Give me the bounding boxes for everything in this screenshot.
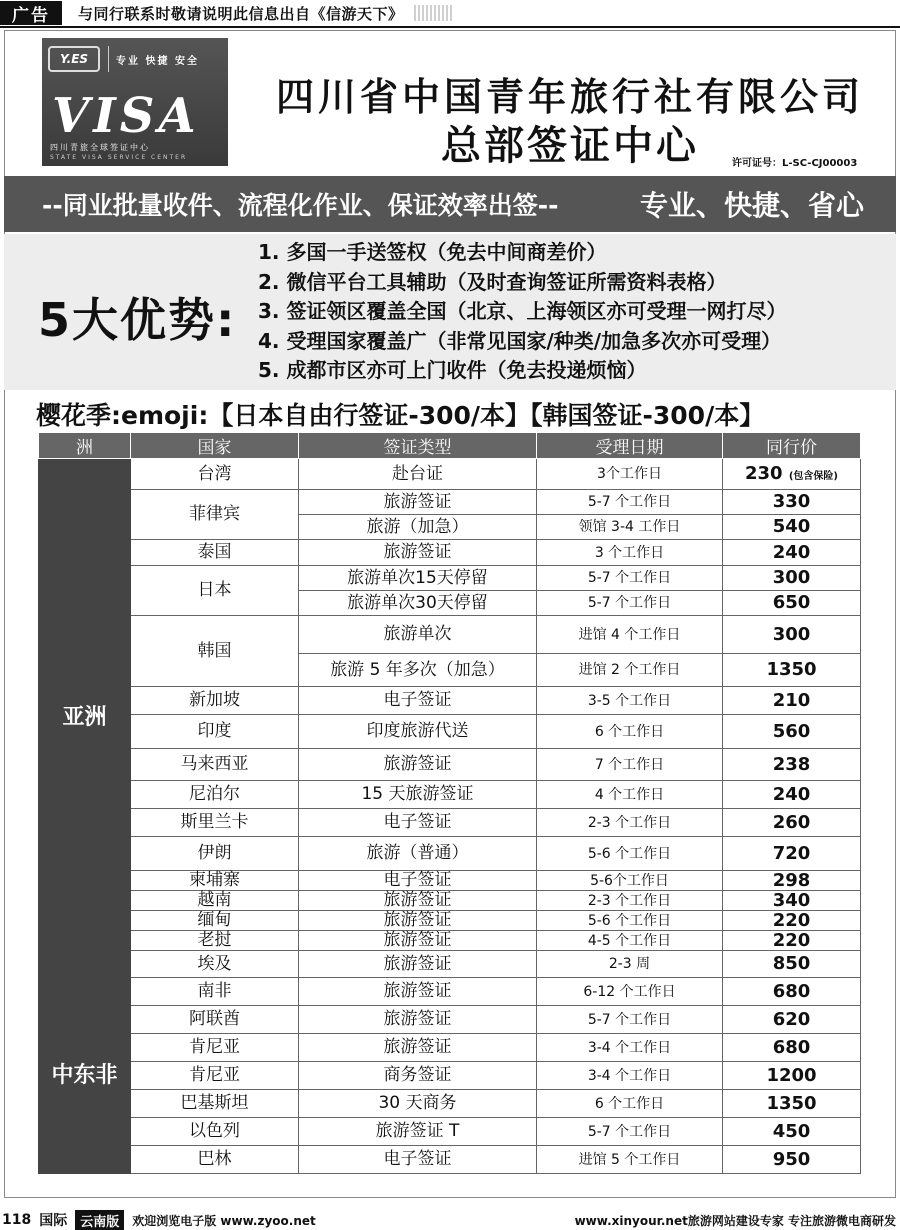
price-cell: 450	[723, 1118, 861, 1146]
date-cell: 5-7 个工作日	[537, 566, 723, 591]
promo-line: 樱花季:emoji:【日本自由行签证-300/本】【韩国签证-300/本】	[36, 401, 765, 430]
table-row	[39, 616, 861, 654]
page-footer	[0, 1210, 900, 1230]
table-row	[39, 891, 861, 911]
price-cell: 220	[723, 911, 861, 931]
type-cell: 旅游签证	[299, 891, 537, 911]
date-cell: 3-5 个工作日	[537, 687, 723, 715]
region-middle-east-africa: 中东非	[39, 978, 131, 1174]
table-row	[39, 1146, 861, 1174]
country-cell: 肯尼亚	[131, 1034, 299, 1062]
country-cell: 南非	[131, 978, 299, 1006]
logo-cn-name: 四川青旅全球签证中心	[50, 143, 150, 152]
col-country: 国家	[131, 433, 299, 459]
price-cell: 650	[723, 591, 861, 616]
price-cell: 850	[723, 951, 861, 978]
col-visa-type: 签证类型	[299, 433, 537, 459]
table-row	[39, 1006, 861, 1034]
country-cell: 尼泊尔	[131, 781, 299, 809]
country-cell: 肯尼亚	[131, 1062, 299, 1090]
table-row	[39, 715, 861, 749]
top-divider	[0, 26, 900, 28]
price-cell	[723, 459, 861, 490]
country-cell: 泰国	[131, 540, 299, 566]
date-cell: 3 个工作日	[537, 540, 723, 566]
price-value: 230	[745, 463, 783, 484]
logo-divider	[108, 46, 109, 72]
slogan-band	[4, 176, 896, 232]
country-cell: 巴基斯坦	[131, 1090, 299, 1118]
advantage-item: 1. 多国一手送签权（免去中间商差价）	[258, 240, 607, 264]
type-cell: 旅游签证	[299, 490, 537, 515]
table-row	[39, 1090, 861, 1118]
type-cell: 旅游签证	[299, 1034, 537, 1062]
date-cell: 6 个工作日	[537, 1090, 723, 1118]
type-cell: 电子签证	[299, 871, 537, 891]
dot-pattern	[414, 5, 454, 21]
country-cell: 缅甸	[131, 911, 299, 931]
band-slogan: --同业批量收件、流程化作业、保证效率出签--	[42, 191, 559, 220]
table-row	[39, 837, 861, 871]
company-name: 四川省中国青年旅行社有限公司	[275, 75, 864, 119]
date-cell: 3-4 个工作日	[537, 1034, 723, 1062]
country-cell: 阿联酋	[131, 1006, 299, 1034]
footer-site-link[interactable]: 欢迎浏览电子版 www.zyoo.net	[132, 1213, 316, 1228]
type-cell: 旅游（普通）	[299, 837, 537, 871]
date-cell: 3-4 个工作日	[537, 1062, 723, 1090]
table-row	[39, 490, 861, 515]
price-cell: 950	[723, 1146, 861, 1174]
type-cell: 旅游 5 年多次（加急）	[299, 654, 537, 687]
date-cell: 5-6个工作日	[537, 871, 723, 891]
type-cell: 电子签证	[299, 809, 537, 837]
advantage-item: 2. 微信平台工具辅助（及时查询签证所需资料表格）	[258, 269, 727, 294]
price-cell: 680	[723, 1034, 861, 1062]
price-cell: 300	[723, 616, 861, 654]
type-cell: 旅游签证	[299, 540, 537, 566]
country-cell: 埃及	[131, 951, 299, 978]
country-cell: 台湾	[131, 459, 299, 490]
date-cell: 5-6 个工作日	[537, 911, 723, 931]
price-cell: 1350	[723, 1090, 861, 1118]
col-processing: 受理日期	[537, 433, 723, 459]
table-row	[39, 749, 861, 781]
footer-right-text[interactable]: www.xinyour.net旅游网站建设专家 专注旅游微电商研发	[574, 1213, 896, 1228]
table-row	[39, 951, 861, 978]
date-cell: 5-6 个工作日	[537, 837, 723, 871]
date-cell: 2-3 周	[537, 951, 723, 978]
yes-badge-icon: Y.ES	[48, 46, 100, 72]
advantage-item: 5. 成都市区亦可上门收件（免去投递烦恼）	[258, 358, 647, 382]
table-row	[39, 687, 861, 715]
type-cell: 旅游签证	[299, 931, 537, 951]
country-cell: 菲律宾	[131, 490, 299, 540]
country-cell: 越南	[131, 891, 299, 911]
price-cell: 240	[723, 781, 861, 809]
type-cell: 旅游单次15天停留	[299, 566, 537, 591]
price-cell: 1200	[723, 1062, 861, 1090]
price-cell: 680	[723, 978, 861, 1006]
date-cell: 领馆 3-4 工作日	[537, 515, 723, 540]
type-cell: 旅游签证	[299, 911, 537, 931]
visa-price-table	[38, 432, 861, 1174]
country-cell: 伊朗	[131, 837, 299, 871]
date-cell: 5-7 个工作日	[537, 1118, 723, 1146]
date-cell: 5-7 个工作日	[537, 1006, 723, 1034]
logo-en-name: STATE VISA SERVICE CENTER	[50, 154, 188, 161]
date-cell: 4-5 个工作日	[537, 931, 723, 951]
col-region: 洲	[39, 433, 131, 459]
advantages-panel	[4, 234, 896, 390]
license-number: 许可证号：L-SC-CJ00003	[732, 158, 858, 169]
price-cell: 240	[723, 540, 861, 566]
ad-label: 广告	[0, 1, 62, 25]
table-row	[39, 809, 861, 837]
center-title: 总部签证中心	[441, 123, 699, 169]
country-cell: 马来西亚	[131, 749, 299, 781]
price-cell: 330	[723, 490, 861, 515]
advantage-item: 4. 受理国家覆盖广（非常见国家/种类/加急多次亦可受理）	[258, 328, 782, 353]
type-cell: 15 天旅游签证	[299, 781, 537, 809]
date-cell: 2-3 个工作日	[537, 809, 723, 837]
col-price: 同行价	[723, 433, 861, 459]
price-cell: 298	[723, 871, 861, 891]
type-cell: 30 天商务	[299, 1090, 537, 1118]
price-cell: 620	[723, 1006, 861, 1034]
price-cell: 220	[723, 931, 861, 951]
table-row	[39, 911, 861, 931]
date-cell: 5-7 个工作日	[537, 490, 723, 515]
price-cell: 300	[723, 566, 861, 591]
date-cell: 5-7 个工作日	[537, 591, 723, 616]
edition-badge: 云南版	[75, 1210, 124, 1230]
table-row	[39, 781, 861, 809]
source-notice: 与同行联系时敬请说明此信息出自《信游天下》	[78, 4, 404, 23]
type-cell: 旅游签证	[299, 978, 537, 1006]
table-row	[39, 931, 861, 951]
table-header	[39, 433, 861, 459]
page-number: 118	[2, 1212, 32, 1228]
country-cell: 老挝	[131, 931, 299, 951]
table-row	[39, 459, 861, 490]
date-cell: 3个工作日	[537, 459, 723, 490]
visa-logo	[42, 38, 228, 166]
country-cell: 日本	[131, 566, 299, 616]
price-cell: 210	[723, 687, 861, 715]
advantages-title: 5大优势:	[38, 293, 237, 347]
table-row	[39, 978, 861, 1006]
table-row	[39, 871, 861, 891]
type-cell: 旅游单次	[299, 616, 537, 654]
date-cell: 进馆 5 个工作日	[537, 1146, 723, 1174]
price-cell: 1350	[723, 654, 861, 687]
country-cell: 柬埔寨	[131, 871, 299, 891]
country-cell: 斯里兰卡	[131, 809, 299, 837]
table-row	[39, 540, 861, 566]
band-tagline: 专业、快捷、省心	[639, 189, 864, 222]
section-label: 国际	[39, 1213, 68, 1229]
date-cell: 7 个工作日	[537, 749, 723, 781]
date-cell: 4 个工作日	[537, 781, 723, 809]
type-cell: 旅游签证	[299, 749, 537, 781]
date-cell: 进馆 2 个工作日	[537, 654, 723, 687]
price-cell: 720	[723, 837, 861, 871]
type-cell: 电子签证	[299, 1146, 537, 1174]
type-cell: 旅游签证	[299, 1006, 537, 1034]
country-cell: 巴林	[131, 1146, 299, 1174]
type-cell: 旅游签证 T	[299, 1118, 537, 1146]
logo-slogan: 专业 快捷 安全	[116, 56, 199, 67]
type-cell: 旅游签证	[299, 951, 537, 978]
date-cell: 6-12 个工作日	[537, 978, 723, 1006]
table-row	[39, 1034, 861, 1062]
type-cell: 旅游（加急）	[299, 515, 537, 540]
price-cell: 260	[723, 809, 861, 837]
country-cell: 印度	[131, 715, 299, 749]
country-cell: 新加坡	[131, 687, 299, 715]
advantage-item: 3. 签证领区覆盖全国（北京、上海领区亦可受理一网打尽）	[258, 299, 787, 323]
logo-visa-word: VISA	[52, 88, 200, 144]
type-cell: 印度旅游代送	[299, 715, 537, 749]
country-cell: 以色列	[131, 1118, 299, 1146]
table-row	[39, 1062, 861, 1090]
top-banner	[0, 0, 900, 26]
date-cell: 进馆 4 个工作日	[537, 616, 723, 654]
table-row	[39, 566, 861, 591]
region-asia: 亚洲	[39, 459, 131, 978]
table-row	[39, 1118, 861, 1146]
country-cell: 韩国	[131, 616, 299, 687]
price-cell: 560	[723, 715, 861, 749]
date-cell: 6 个工作日	[537, 715, 723, 749]
type-cell: 电子签证	[299, 687, 537, 715]
price-cell: 540	[723, 515, 861, 540]
date-cell: 2-3 个工作日	[537, 891, 723, 911]
type-cell: 赴台证	[299, 459, 537, 490]
type-cell: 旅游单次30天停留	[299, 591, 537, 616]
type-cell: 商务签证	[299, 1062, 537, 1090]
price-note: (包含保险)	[788, 471, 838, 482]
advantages-list	[258, 238, 786, 386]
price-cell: 340	[723, 891, 861, 911]
price-cell: 238	[723, 749, 861, 781]
